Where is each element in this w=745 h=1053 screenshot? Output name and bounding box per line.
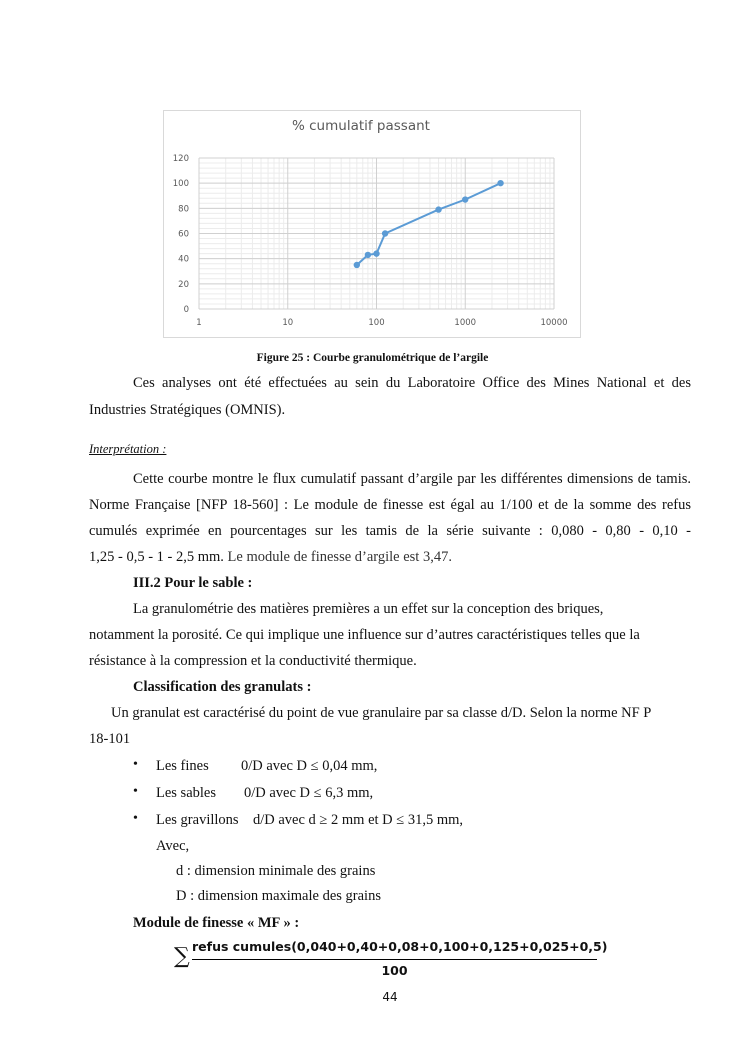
bullet-icon: •: [133, 757, 138, 772]
formula-numerator: refus cumules(0,040+0,40+0,08+0,100+0,125+0,025+0,5): [192, 939, 608, 954]
y-tick-label: 0: [183, 305, 189, 315]
sable-line-2: notamment la porosité. Ce qui implique une influence sur d’autres caractéristiques telles que la: [89, 627, 640, 643]
list-item-range: 0/D avec D ≤ 0,04 mm,: [241, 758, 378, 774]
page-number: 44: [382, 990, 398, 1004]
data-point: [462, 196, 468, 202]
list-item-name: Les gravillons: [156, 812, 239, 828]
interpretation-line-1: Cette courbe montre le flux cumulatif passant d’argile par les différentes dimensions de tamis.: [133, 471, 691, 487]
sable-line-1: La granulométrie des matières premières a un effet sur la conception des briques,: [133, 601, 604, 617]
data-point: [497, 180, 503, 186]
interpretation-line-3: cumulés exprimée en pourcentages sur les tamis de la série suivante : 0,080 - 0,80 - 0,10 -: [89, 523, 691, 539]
list-item-range: 0/D avec D ≤ 6,3 mm,: [244, 785, 374, 801]
bullet-icon: •: [133, 811, 138, 826]
x-tick-label: 10000: [540, 318, 568, 328]
intro-line-1: Ces analyses ont été effectuées au sein du Laboratoire Office des Mines National et des: [133, 375, 691, 391]
data-point: [373, 250, 379, 256]
chart-title: % cumulatif passant: [292, 118, 430, 134]
fineness-formula: [174, 938, 608, 980]
y-tick-label: 120: [172, 154, 189, 164]
definition-D: D : dimension maximale des grains: [176, 888, 381, 904]
sable-heading: III.2 Pour le sable :: [133, 575, 253, 591]
classification-line-2: 18-101: [89, 731, 131, 747]
fraction-bar: [192, 959, 597, 960]
x-tick-label: 1: [196, 318, 202, 328]
figure-caption: Figure 25 : Courbe granulométrique de l’argile: [256, 352, 489, 364]
data-point: [365, 252, 371, 258]
sable-line-3: résistance à la compression et la conductivité thermique.: [89, 653, 417, 669]
classification-heading: Classification des granulats :: [133, 679, 312, 695]
x-tick-label: 1000: [454, 318, 477, 328]
definition-d: d : dimension minimale des grains: [176, 863, 376, 879]
data-point: [354, 262, 360, 268]
x-tick-label: 100: [368, 318, 385, 328]
y-tick-label: 60: [178, 229, 189, 240]
data-point: [382, 230, 388, 236]
intro-line-2: Industries Stratégiques (OMNIS).: [89, 402, 286, 418]
list-item-name: Les fines: [156, 758, 209, 774]
granulometric-chart: [164, 111, 582, 339]
fineness-result: Le module de finesse d’argile est 3,47.: [223, 549, 452, 565]
y-tick-label: 20: [178, 279, 189, 290]
y-tick-label: 80: [178, 204, 189, 215]
module-heading: Module de finesse « MF » :: [133, 915, 300, 931]
y-tick-label: 100: [172, 179, 189, 190]
sigma-symbol: ∑: [174, 944, 190, 969]
list-item-name: Les sables: [156, 785, 216, 801]
bullet-icon: •: [133, 784, 138, 799]
x-tick-label: 10: [282, 318, 294, 328]
y-tick-label: 40: [178, 254, 189, 265]
avec-label: Avec,: [156, 838, 190, 854]
sieve-series-end: 1,25 - 0,5 - 1 - 2,5 mm.: [89, 549, 224, 565]
interpretation-line-4: [89, 549, 452, 566]
chart-frame: [163, 110, 581, 338]
classification-line-1: Un granulat est caractérisé du point de vue granulaire par sa classe d/D. Selon la norme NF P: [111, 705, 652, 721]
formula-denominator: 100: [381, 963, 408, 978]
interpretation-heading: Interprétation :: [89, 442, 167, 456]
interpretation-line-2: Norme Française [NFP 18-560] : Le module de finesse est égal au 1/100 et de la somme des refus: [89, 497, 691, 513]
list-item-range: d/D avec d ≥ 2 mm et D ≤ 31,5 mm,: [253, 812, 464, 828]
data-point: [435, 206, 441, 212]
